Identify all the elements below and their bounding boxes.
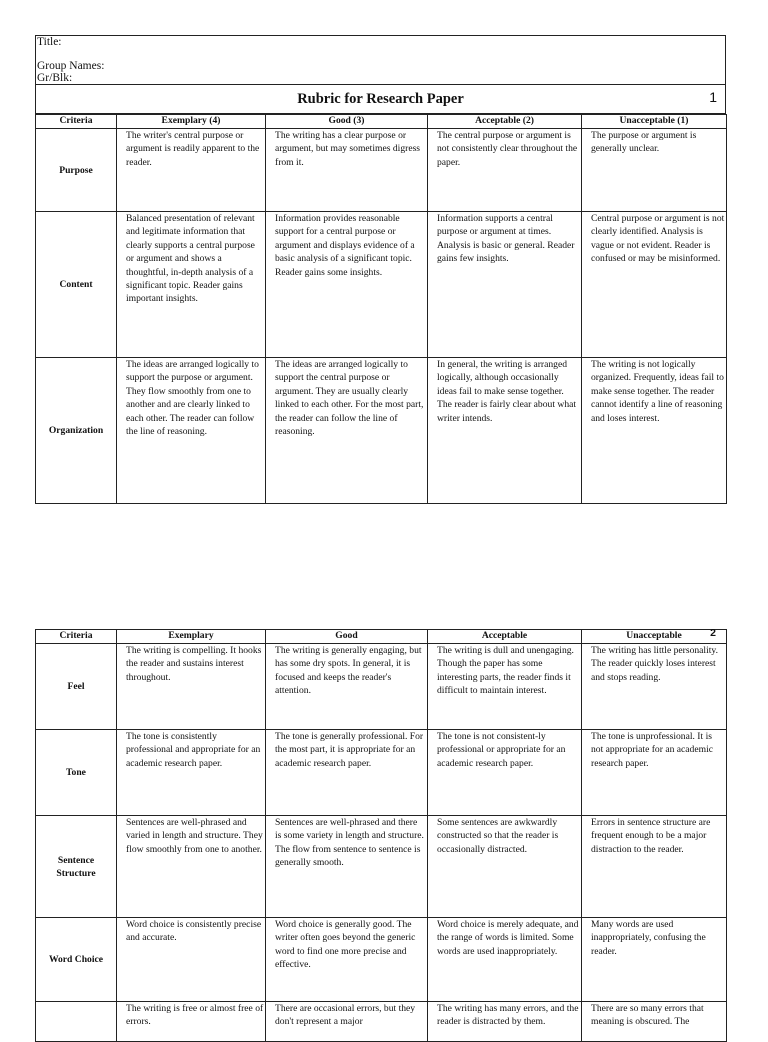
table-cell: Information provides reasonable support for a central purpose or argument and displays evidence of a basic analysis of a significant topic. Reader gains some insights. [266,212,428,358]
table-header-row [36,630,727,644]
table-cell: The tone is unprofessional. It is not appropriate for an academic research paper. [582,730,727,816]
table-cell: The writing is free or almost free of errors. [117,1002,266,1042]
criteria-label [36,1002,117,1042]
table-row [36,129,727,212]
table-cell: Word choice is merely adequate, and the range of words is limited. Some words are used inappropriately. [428,918,582,1002]
table-row [36,358,727,504]
table-cell: There are occasional errors, but they don't represent a major [266,1002,428,1042]
table-cell: Word choice is generally good. The writer often goes beyond the generic word to find one more precise and effective. [266,918,428,1002]
column-header-exemplary: Exemplary [117,630,266,644]
table-cell: The writing is generally engaging, but has some dry spots. In general, it is focused and keeps the reader's attention. [266,644,428,730]
table-cell: The central purpose or argument is not consistently clear throughout the paper. [428,129,582,212]
criteria-label: Sentence Structure [36,816,117,918]
column-header-good: Good (3) [266,115,428,129]
table-row [36,212,727,358]
table-cell: The tone is generally professional. For the most part, it is appropriate for an academic research paper. [266,730,428,816]
table-cell: In general, the writing is arranged logically, although occasionally ideas fail to make sense together. The reader is fairly clear about what writer intends. [428,358,582,504]
column-header-exemplary: Exemplary (4) [117,115,266,129]
column-header-criteria: Criteria [36,115,117,129]
table-row [36,816,727,918]
header-info-box [35,35,726,85]
grade-block-label: Gr/Blk: [37,72,73,84]
table-cell: Sentences are well-phrased and varied in length and structure. They flow smoothly from one to another. [117,816,266,918]
table-cell: The writing is not logically organized. Frequently, ideas fail to make sense together. The reader cannot identify a line of reasoning and loses interest. [582,358,727,504]
rubric-table-page1 [35,114,727,504]
page-title: Rubric for Research Paper [297,91,464,107]
column-header-unacceptable [582,627,727,644]
criteria-label: Purpose [36,129,117,212]
criteria-label: Feel [36,644,117,730]
table-cell: The writing has little personality. The reader quickly loses interest and stops reading. [582,644,727,730]
column-header-criteria: Criteria [36,630,117,644]
table-cell: The tone is not consistent-ly professional or appropriate for an academic research paper. [428,730,582,816]
criteria-label: Word Choice [36,918,117,1002]
table-header-row [36,115,727,129]
rubric-title-row [35,84,726,114]
table-row [36,918,727,1002]
column-header-unacceptable: Unacceptable (1) [582,115,727,129]
table-cell: Word choice is consistently precise and accurate. [117,918,266,1002]
group-names-label: Group Names: [37,60,105,72]
table-row [36,730,727,816]
table-cell: The ideas are arranged logically to support the central purpose or argument. They are usually clearly linked to each other. For the most part, the reader can follow the line of reasoning. [266,358,428,504]
table-cell: The writing has many errors, and the reader is distracted by them. [428,1002,582,1042]
table-cell: Sentences are well-phrased and there is some variety in length and structure. The flow from sentence to sentence is generally smooth. [266,816,428,918]
column-header-acceptable: Acceptable (2) [428,115,582,129]
table-cell: Balanced presentation of relevant and legitimate information that clearly supports a central purpose or argument and shows a thoughtful, in-depth analysis of a significant topic. Reader gains important insights. [117,212,266,358]
table-cell: The writing is dull and unengaging. Though the paper has some interesting parts, the reader finds it difficult to maintain interest. [428,644,582,730]
table-cell: The writing is compelling. It hooks the reader and sustains interest throughout. [117,644,266,730]
table-cell: The writing has a clear purpose or argument, but may sometimes digress from it. [266,129,428,212]
table-cell: The writer's central purpose or argument is readily apparent to the reader. [117,129,266,212]
table-row [36,644,727,730]
table-cell: The ideas are arranged logically to support the purpose or argument. They flow smoothly from one to another and are clearly linked to each other. The reader can follow the line of reasoning. [117,358,266,504]
table-cell: The tone is consistently professional and appropriate for an academic research paper. [117,730,266,816]
table-row [36,1002,727,1042]
page-number-1: 1 [709,89,717,105]
table-cell: Many words are used inappropriately, confusing the reader. [582,918,727,1002]
column-header-unacceptable-label: Unacceptable [626,630,682,641]
table-cell: Central purpose or argument is not clearly identified. Analysis is vague or not evident. Reader is confused or may be misinformed. [582,212,727,358]
table-cell: Information supports a central purpose or argument at times. Analysis is basic or general. Reader gains few insights. [428,212,582,358]
table-cell: Some sentences are awkwardly constructed so that the reader is occasionally distracted. [428,816,582,918]
table-cell: The purpose or argument is generally unclear. [582,129,727,212]
criteria-label: Tone [36,730,117,816]
rubric-table-page2 [35,629,727,1042]
criteria-label: Organization [36,358,117,504]
title-label: Title: [37,36,62,48]
column-header-good: Good [266,630,428,644]
column-header-acceptable: Acceptable [428,630,582,644]
table-cell: There are so many errors that meaning is obscured. The [582,1002,727,1042]
table-cell: Errors in sentence structure are frequent enough to be a major distraction to the reader. [582,816,727,918]
criteria-label: Content [36,212,117,358]
page-number-2: 2 [710,627,716,639]
